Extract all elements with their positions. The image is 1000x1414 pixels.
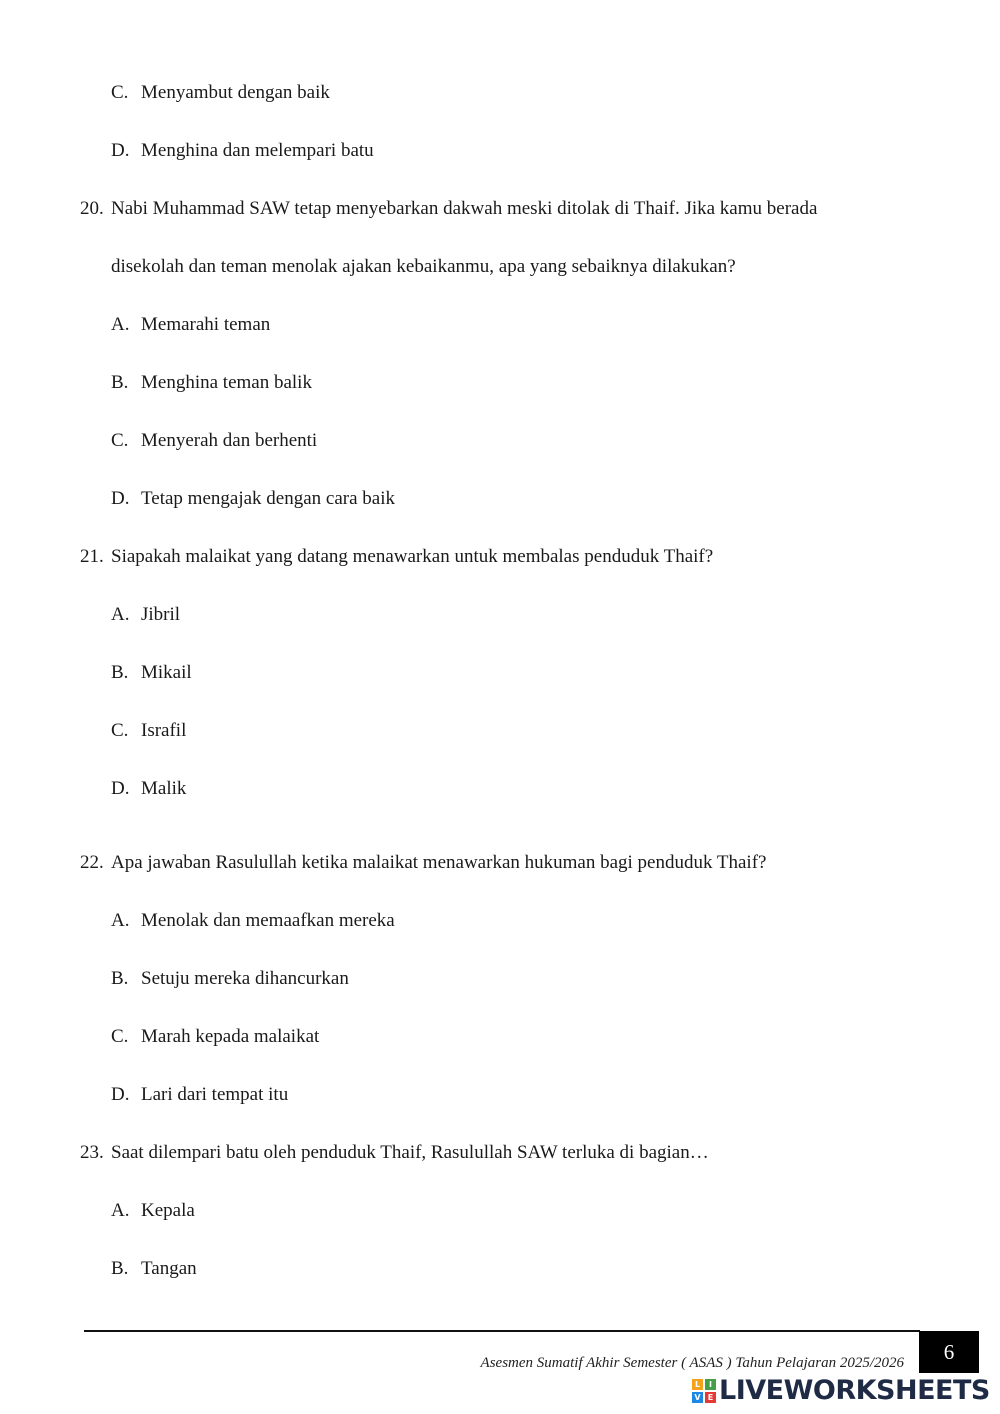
q21-option-b: B. Mikail [111,662,192,683]
page-number: 6 [919,1331,979,1373]
q20-option-a: A. Memarahi teman [111,314,271,335]
q21-option-d: D. Malik [111,778,187,799]
q22-option-d: D. Lari dari tempat itu [111,1084,289,1105]
q23-option-b: B. Tangan [111,1258,197,1279]
liveworksheets-logo-icon [692,1379,716,1403]
liveworksheets-wordmark: LIVEWORKSHEETS [719,1375,990,1406]
logo-tile: I [705,1379,716,1390]
q20-option-d: D. Tetap mengajak dengan cara baik [111,488,395,509]
q21-question: 21. Siapakah malaikat yang datang menawarkan untuk membalas penduduk Thaif? [80,546,714,567]
q21-option-a: A. Jibril [111,604,181,625]
footer-text: Asesmen Sumatif Akhir Semester ( ASAS ) Tahun Pelajaran 2025/2026 [480,1355,904,1371]
q22-question: 22. Apa jawaban Rasulullah ketika malaikat menawarkan hukuman bagi penduduk Thaif? [80,852,767,873]
footer-divider [84,1330,920,1332]
logo-tile: E [705,1392,716,1403]
q19-option-c: C. Menyambut dengan baik [111,82,330,103]
q19-option-d: D. Menghina dan melempari batu [111,140,374,161]
logo-tile: V [692,1392,703,1403]
q23-question: 23. Saat dilempari batu oleh penduduk Thaif, Rasulullah SAW terluka di bagian… [80,1142,709,1163]
liveworksheets-brand[interactable] [692,1376,990,1406]
q23-option-a: A. Kepala [111,1200,195,1221]
q22-option-a: A. Menolak dan memaafkan mereka [111,910,395,931]
q22-option-c: C. Marah kepada malaikat [111,1026,320,1047]
q20-question: 20. Nabi Muhammad SAW tetap menyebarkan dakwah meski ditolak di Thaif. Jika kamu berada [80,198,818,219]
q21-option-c: C. Israfil [111,720,187,741]
logo-tile: L [692,1379,703,1390]
q20-question-continued: disekolah dan teman menolak ajakan kebaikanmu, apa yang sebaiknya dilakukan? [111,256,736,277]
q20-option-c: C. Menyerah dan berhenti [111,430,318,451]
q20-option-b: B. Menghina teman balik [111,372,312,393]
q22-option-b: B. Setuju mereka dihancurkan [111,968,349,989]
